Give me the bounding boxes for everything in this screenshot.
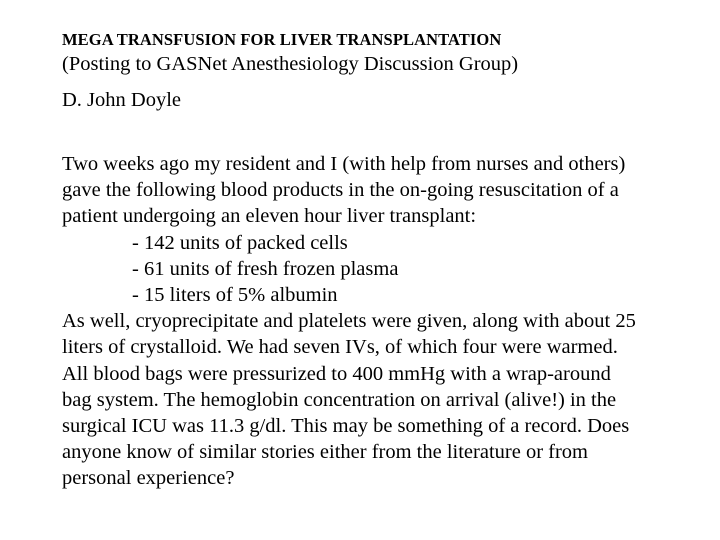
closing-line: surgical ICU was 11.3 g/dl. This may be something of a record. Does bbox=[62, 415, 630, 438]
body-line: patient undergoing an eleven hour liver transplant: bbox=[62, 205, 477, 228]
closing-line: As well, cryoprecipitate and platelets were given, along with about 25 bbox=[62, 310, 636, 333]
list-item: - 142 units of packed cells bbox=[132, 231, 348, 254]
document-subtitle: (Posting to GASNet Anesthesiology Discussion Group) bbox=[62, 53, 519, 75]
closing-line: liters of crystalloid. We had seven IVs, of which four were warmed. bbox=[62, 336, 618, 359]
closing-line: anyone know of similar stories either from the literature or from bbox=[62, 441, 589, 464]
document-title: MEGA TRANSFUSION FOR LIVER TRANSPLANTATION bbox=[62, 30, 502, 49]
document-body bbox=[62, 151, 702, 492]
document-author: D. John Doyle bbox=[62, 89, 182, 111]
closing-line: bag system. The hemoglobin concentration on arrival (alive!) in the bbox=[62, 388, 617, 411]
closing-line: All blood bags were pressurized to 400 mmHg with a wrap-around bbox=[62, 362, 611, 385]
document-page bbox=[62, 30, 702, 492]
list-item: - 15 liters of 5% albumin bbox=[132, 284, 338, 307]
body-line: gave the following blood products in the on-going resuscitation of a bbox=[62, 179, 619, 202]
list-item: - 61 units of fresh frozen plasma bbox=[132, 257, 399, 280]
closing-line: personal experience? bbox=[62, 467, 235, 490]
body-line: Two weeks ago my resident and I (with help from nurses and others) bbox=[62, 153, 626, 175]
